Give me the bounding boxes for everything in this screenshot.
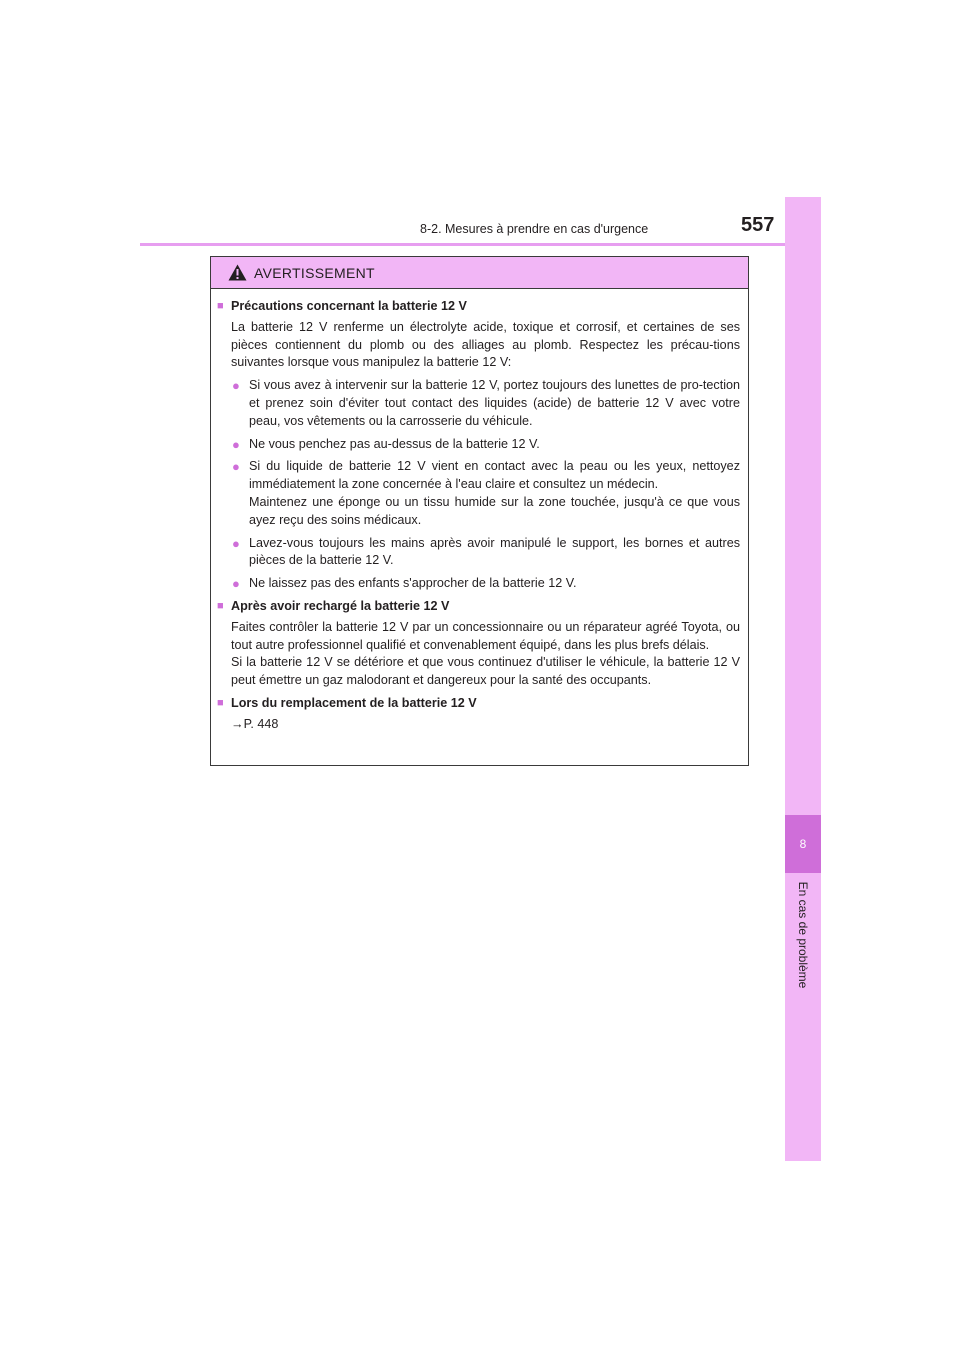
circle-bullet-icon: ● [232,459,240,475]
warning-title: AVERTISSEMENT [254,264,375,281]
page-number: 557 [741,214,775,236]
page-reference: →P. 448 [231,716,279,731]
section-heading: ■ Lors du remplacement de la batterie 12 V [217,695,740,713]
circle-bullet-icon: ● [232,378,240,394]
section-heading: ■ Précautions concernant la batterie 12 V [217,298,740,316]
circle-bullet-icon: ● [232,535,240,551]
warning-triangle-icon [228,264,247,281]
list-item: ● Lavez-vous toujours les mains après avoir manipulé le support, les bornes et autres pièces de la batterie 12 V. [232,535,740,571]
section-heading: ■ Après avoir rechargé la batterie 12 V [217,598,740,616]
list-item: ● Si du liquide de batterie 12 V vient en contact avec la peau ou les yeux, nettoyez immédiatement la zone concernée à l'eau claire et consultez un médecin. Maintenez une éponge ou un tissu humide sur la zone touchée, jusqu'à ce que vous ayez reçu des soins médicaux. [232,458,740,529]
side-tab [785,197,821,1161]
section-intro: La batterie 12 V renferme un électrolyte acide, toxique et corrosif, et certaines de ses pièces contiennent du plomb ou des alliages au plomb. Respectez les précau-tions suivantes lorsque vous manipulez la batterie 12 V: [231,319,740,370]
square-bullet-icon: ■ [217,696,224,709]
list-item: ● Si vous avez à intervenir sur la batterie 12 V, portez toujours des lunettes de pro-tection et prenez soin d'éviter tout contact des liquides (acide) de batterie 12 V avec votre peau, vos vêtements ou la carrosserie du véhicule. [232,377,740,430]
circle-bullet-icon: ● [232,436,240,452]
warning-header [211,257,748,289]
chapter-number: 8 [785,815,821,873]
warning-box [210,256,749,766]
square-bullet-icon: ■ [217,300,224,312]
section-paragraph: Si la batterie 12 V se détériore et que vous continuez d'utiliser le véhicule, la batterie 12 V peut émettre un gaz malodorant et dangereux pour la santé des occupants. [231,655,740,688]
circle-bullet-icon: ● [232,576,240,592]
square-bullet-icon: ■ [217,599,224,612]
chapter-title: En cas de problème [796,881,810,989]
list-item: ● Ne vous penchez pas au-dessus de la batterie 12 V. [232,436,540,452]
warning-body [211,289,748,734]
section-header: 8-2. Mesures à prendre en cas d'urgence [420,222,649,236]
section-paragraph: Faites contrôler la batterie 12 V par un concessionnaire ou un réparateur agréé Toyota, ou tout autre professionnel qualifié et convenablement équipé, dans les plus brefs délais. [231,619,740,652]
list-item: ● Ne laissez pas des enfants s'approcher de la batterie 12 V. [232,576,577,592]
header-rule [140,243,821,246]
